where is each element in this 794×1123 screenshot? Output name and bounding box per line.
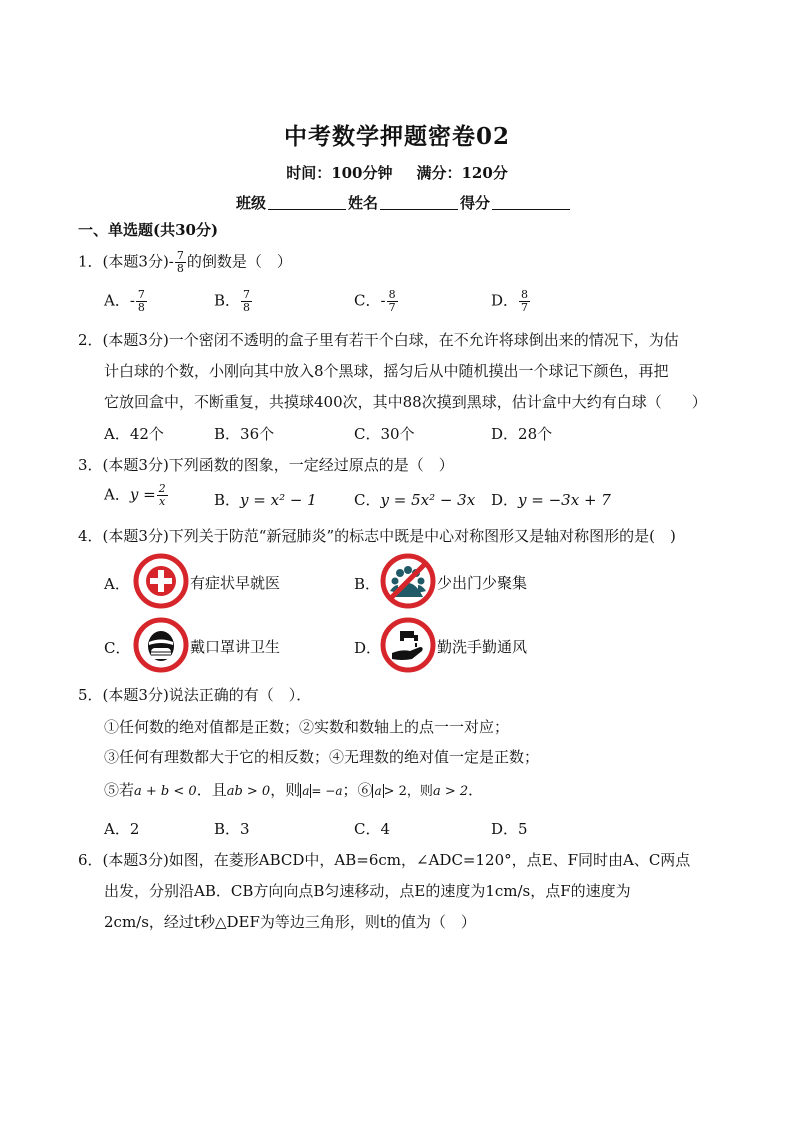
name-label: 姓名 <box>348 194 379 212</box>
minus-sign: - <box>168 252 174 271</box>
got-label: 得分 <box>460 194 491 212</box>
question-6-line-2: 出发，分别沿AB．CB方向向点B匀速移动，点E的速度为1cm/s，点F的速度为 <box>104 882 631 900</box>
q2-option-a[interactable]: A．42个 <box>104 425 164 443</box>
q1-option-b[interactable]: B． $\frac{7}{8}$ <box>214 288 251 314</box>
question-2: 2．(本题3分)一个密闭不透明的盒子里有若干个白球，在不允许将球倒出来的情况下，为估 <box>78 331 679 349</box>
q4-option-d-text: 勤洗手勤通风 <box>437 638 528 656</box>
hand-wash-icon <box>380 617 436 673</box>
student-info <box>236 192 572 213</box>
question-stem: 的倒数是（ ） <box>186 252 292 271</box>
section-title: 一、单选题(共30分) <box>78 221 219 239</box>
question-1 <box>78 250 292 275</box>
question-2-line-2: 计白球的个数，小刚向其中放入8个黑球，摇匀后从中随机摸出一个球记下颜色，再把 <box>104 362 669 380</box>
q4-option-b-text: 少出门少聚集 <box>437 574 528 592</box>
no-crowd-icon <box>380 553 436 609</box>
question-5-statement-3: ⑤若a + b < 0．且ab > 0，则 a = −a；⑥ a > 2，则a > 2． <box>104 781 484 799</box>
question-5-statement-2: ③任何有理数都大于它的相反数；④无理数的绝对值一定是正数； <box>104 748 540 766</box>
q5-option-d[interactable]: D．5 <box>491 820 528 838</box>
q4-option-a-text: 有症状早就医 <box>190 574 281 592</box>
question-2-line-3: 它放回盒中，不断重复，共摸球400次，其中88次摸到黑球，估计盒中大约有白球（ ） <box>104 393 707 411</box>
q5-option-b[interactable]: B．3 <box>214 820 250 838</box>
class-blank[interactable] <box>268 194 346 210</box>
question-3: 3．(本题3分)下列函数的图象，一定经过原点的是（ ） <box>78 456 454 474</box>
page-title: 中考数学押题密卷02 <box>283 123 510 150</box>
face-mask-icon <box>133 617 189 673</box>
q4-option-d-label[interactable]: D． <box>354 639 382 657</box>
q5-option-c[interactable]: C．4 <box>354 820 391 838</box>
q2-option-d[interactable]: D．28个 <box>491 425 553 443</box>
q3-option-b[interactable]: B．y = x² − 1 <box>214 491 317 509</box>
class-label: 班级 <box>236 194 267 212</box>
q3-option-a[interactable]: A．y = $\frac{2}{x}$ <box>104 482 166 508</box>
question-5: 5．(本题3分)说法正确的有（ ）． <box>78 686 312 704</box>
exam-score: 满分：120分 <box>416 164 508 182</box>
name-blank[interactable] <box>380 194 458 210</box>
q3-option-c[interactable]: C．y = 5x² − 3x <box>354 491 476 509</box>
q3-option-d[interactable]: D．y = −3x + 7 <box>491 491 611 509</box>
q1-option-d[interactable]: D． $\frac{8}{7}$ <box>491 288 529 314</box>
q2-option-c[interactable]: C．30个 <box>354 425 415 443</box>
q1-option-c[interactable]: C．- $\frac{8}{7}$ <box>354 288 396 314</box>
q4-option-c-label[interactable]: C． <box>104 639 131 657</box>
question-4: 4．(本题3分)下列关于防范“新冠肺炎”的标志中既是中心对称图形又是轴对称图形的是( ) <box>78 527 676 545</box>
question-6-line-3: 2cm/s，经过t秒△DEF为等边三角形，则t的值为（ ） <box>104 913 476 931</box>
exam-meta <box>0 162 794 183</box>
q4-option-b-label[interactable]: B． <box>354 575 381 593</box>
question-6: 6．(本题3分)如图，在菱形ABCD中，AB=6cm，∠ADC=120°，点E、F同时由A、C两点 <box>78 851 691 869</box>
question-5-statement-1: ①任何数的绝对值都是正数；②实数和数轴上的点一一对应； <box>104 718 510 736</box>
exam-time: 时间：100分钟 <box>286 164 393 182</box>
q2-option-b[interactable]: B．36个 <box>214 425 275 443</box>
q1-option-a[interactable]: A．- $\frac{7}{8}$ <box>104 288 145 314</box>
q5-option-a[interactable]: A．2 <box>104 820 140 838</box>
fraction: $\frac{7}{8}$ <box>176 249 184 275</box>
medical-cross-icon <box>133 553 189 609</box>
q4-option-c-text: 戴口罩讲卫生 <box>190 638 281 656</box>
question-number: 1． <box>78 252 103 271</box>
q4-option-a-label[interactable]: A． <box>104 575 130 593</box>
score-blank[interactable] <box>492 194 570 210</box>
question-prefix: (本题3分) <box>102 252 169 271</box>
